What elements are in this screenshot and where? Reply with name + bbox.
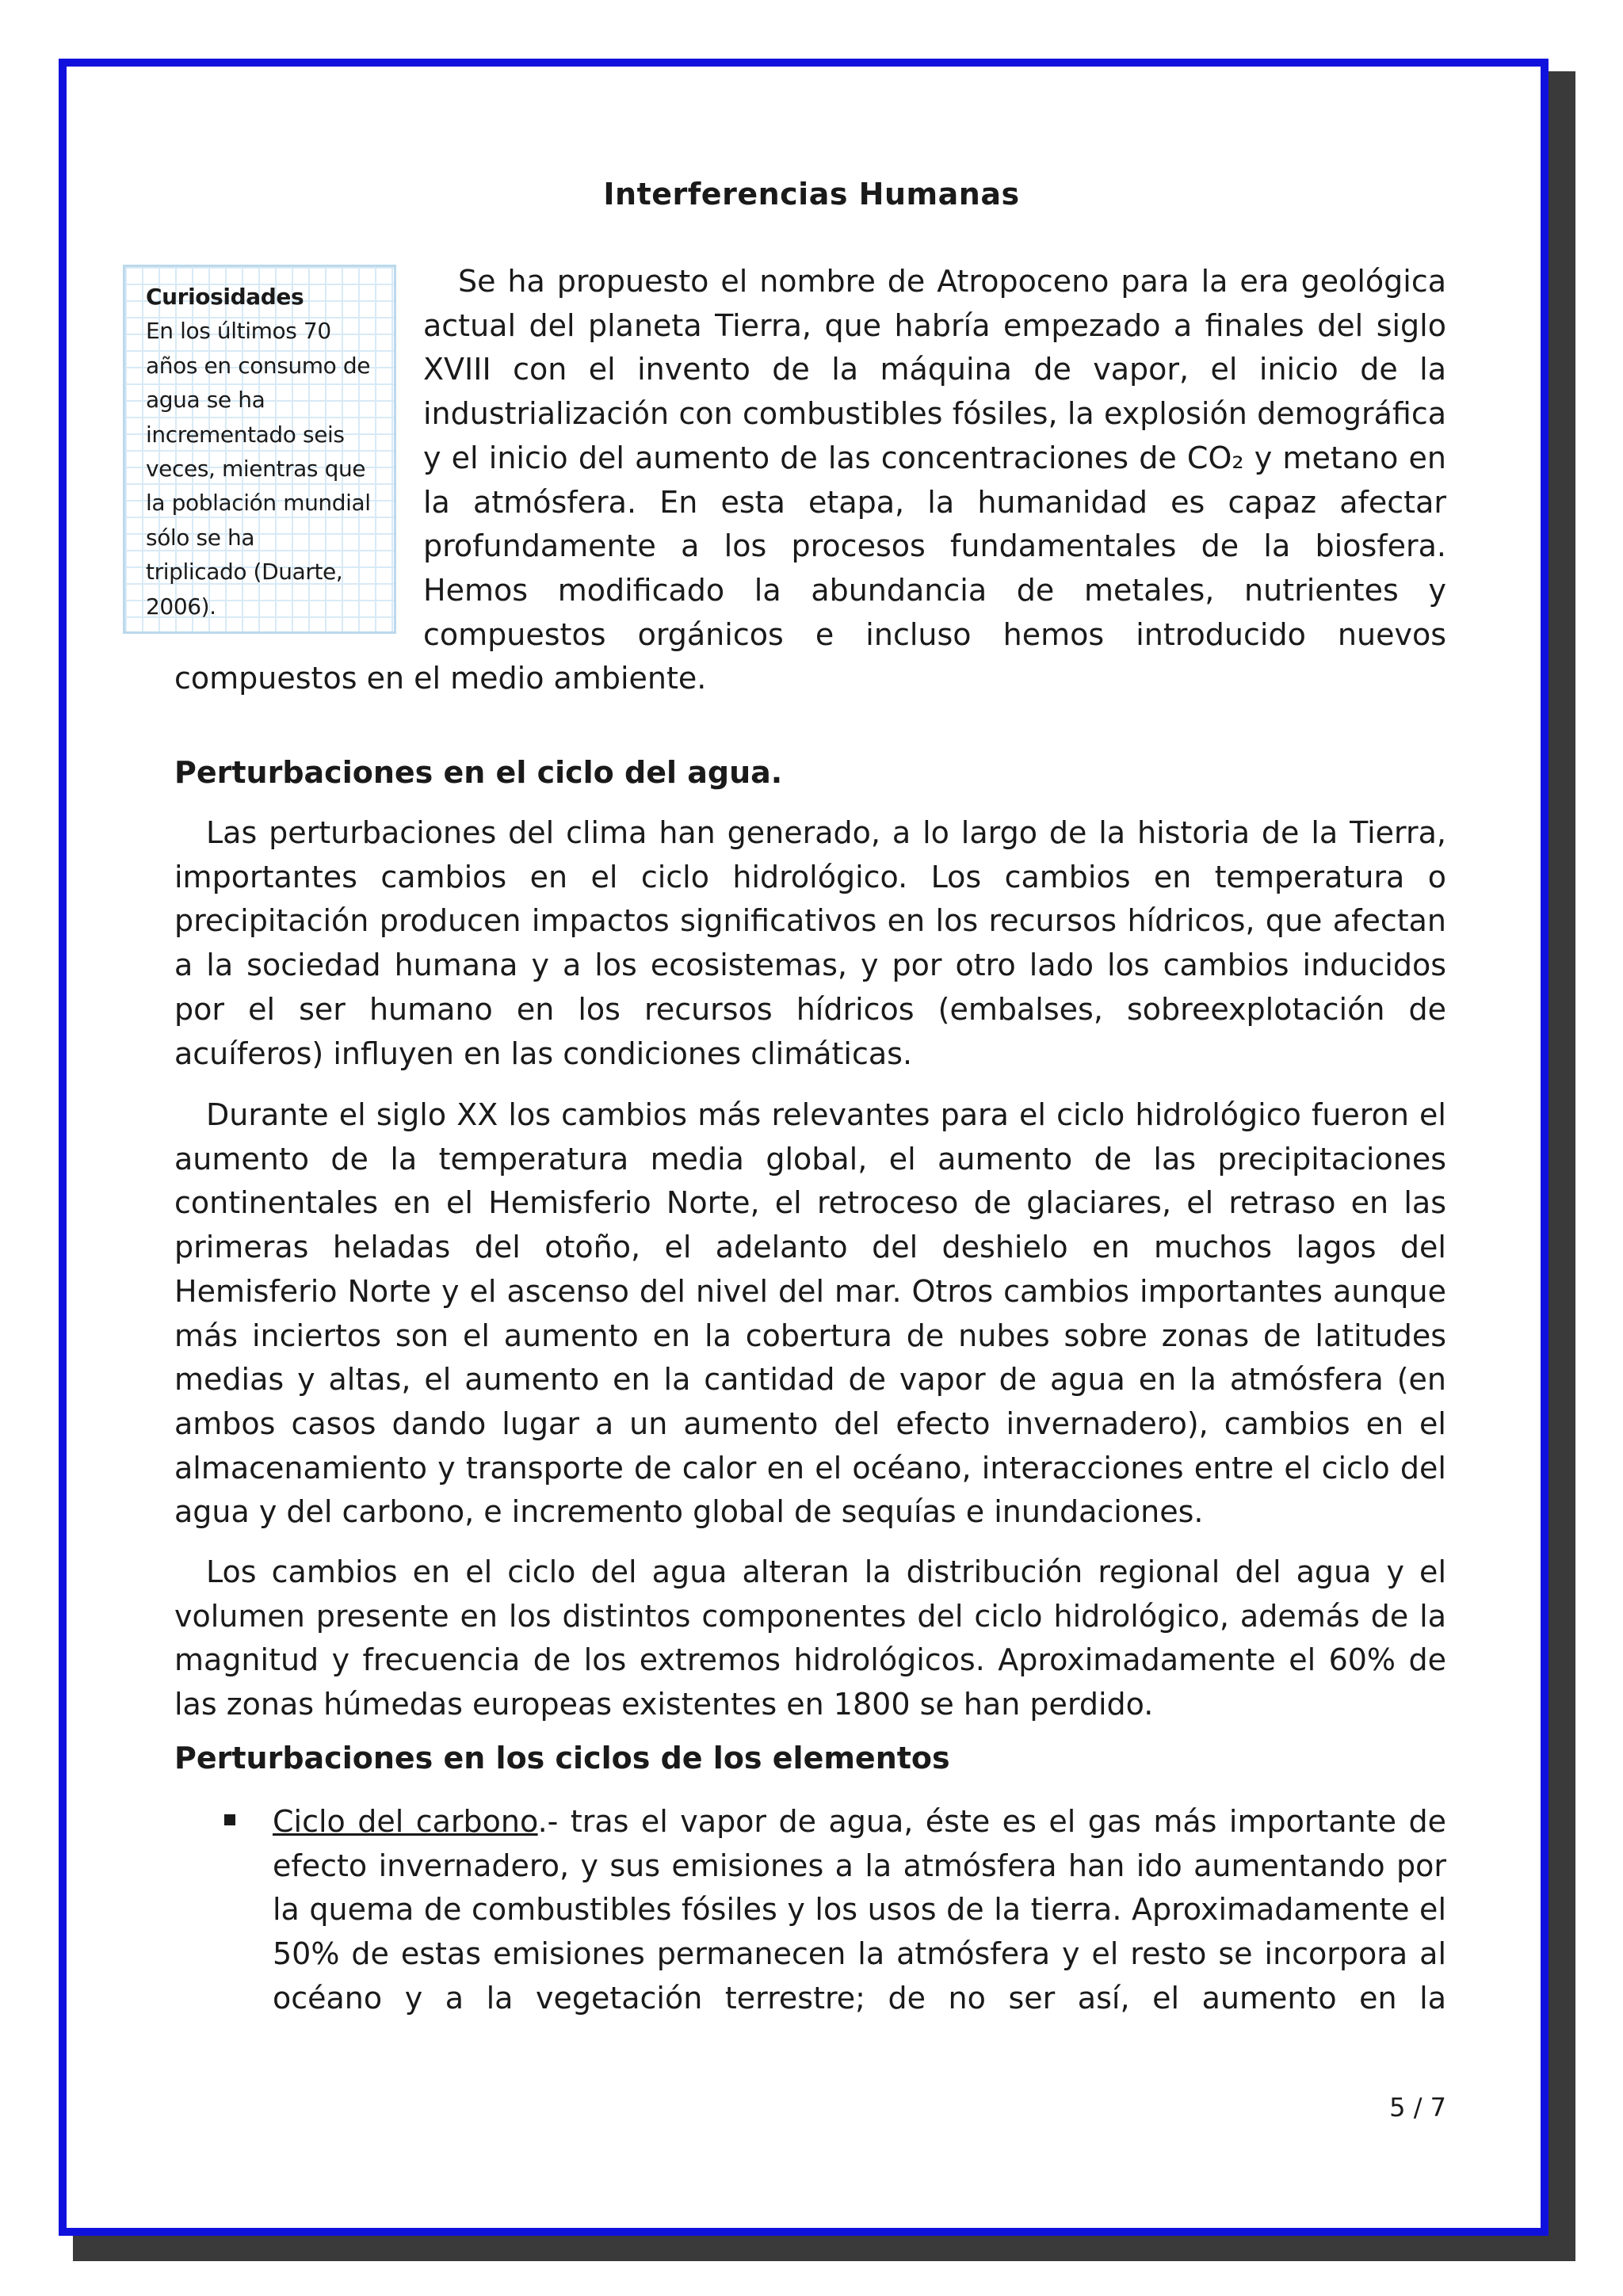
curiosidades-line: 2006). [146,593,216,620]
carbon-cycle-term: Ciclo del carbono [273,1804,538,1839]
curiosidades-line: veces, mientras que [146,456,366,482]
water-paragraph-3 [174,1550,1446,1727]
text-line: medias y altas, el aumento en la cantidad de vapor de agua en la atmósfera (en [174,1362,1446,1398]
text-line: importantes cambios en el ciclo hidrológico. Los cambios en temperatura o [174,859,1446,894]
text-line: la quema de combustibles fósiles y los usos de la tierra. Aproximadamente el [273,1892,1446,1928]
text-line: primeras heladas del otoño, el adelanto del deshielo en muchos lagos del [174,1230,1446,1265]
bullet-square-icon [224,1814,235,1825]
heading-element-cycles: Perturbaciones en los ciclos de los elementos [174,1741,950,1775]
intro-paragraph [174,260,1446,701]
text-line: Hemos modificado la abundancia de metales, nutrientes y [423,572,1446,608]
text-line: a la sociedad humana y a los ecosistemas, y por otro lado los cambios inducidos [174,948,1446,983]
text-line: Hemisferio Norte y el ascenso del nivel del mar. Otros cambios importantes aunque [174,1273,1446,1309]
text-line: Durante el siglo XX los cambios más relevantes para el ciclo hidrológico fueron el [206,1097,1446,1132]
text-line [273,1800,1446,1844]
text-line: volumen presente en los distintos componentes del ciclo hidrológico, además de la [174,1598,1446,1634]
curiosidades-line: años en consumo de [146,352,371,379]
curiosidades-line: agua se ha [146,387,265,414]
text-line: aumento de la temperatura media global, el aumento de las precipitaciones [174,1141,1446,1177]
text-line: compuestos en el medio ambiente. [174,661,707,696]
page-title: Interferencias Humanas [603,177,1020,212]
text-line: océano y a la vegetación terrestre; de no ser así, el aumento en la [273,1980,1446,2016]
text-line: XVIII con el invento de la máquina de vapor, el inicio de la [423,352,1446,387]
text-line: 50% de estas emisiones permanecen la atmósfera y el resto se incorpora al [273,1936,1446,1972]
page-number: 5 / 7 [1389,2092,1446,2122]
text-line: continentales en el Hemisferio Norte, el retroceso de glaciares, el retraso en las [174,1185,1446,1221]
text-line: profundamente a los procesos fundamentales de la biosfera. [423,528,1446,564]
water-paragraph-2 [174,1093,1446,1535]
text-line: acuíferos) influyen en las condiciones climáticas. [174,1035,913,1071]
text-line: por el ser humano en los recursos hídricos (embalses, sobreexplotación de [174,991,1446,1027]
bullet-carbon-cycle [273,1800,1446,2021]
heading-water-cycle: Perturbaciones en el ciclo del agua. [174,755,783,790]
curiosidades-line: sólo se ha [146,524,255,551]
curiosidades-line: la población mundial [146,490,371,517]
text-line: Los cambios en el ciclo del agua alteran la distribución regional del agua y el [206,1554,1446,1589]
text-fragment: .- tras el vapor de agua, éste es el gas más importante de [537,1804,1446,1839]
text-line: más inciertos son el aumento en la cobertura de nubes sobre zonas de latitudes [174,1318,1446,1353]
text-line: Se ha propuesto el nombre de Atropoceno para la era geológica [458,264,1446,299]
curiosidades-line: En los últimos 70 [146,318,331,345]
curiosidades-line: triplicado (Duarte, [146,559,343,585]
text-line: efecto invernadero, y sus emisiones a la atmósfera han ido aumentando por [273,1848,1446,1883]
text-line: ambos casos dando lugar a un aumento del efecto invernadero), cambios en el [174,1405,1446,1441]
text-line: actual del planeta Tierra, que habría empezado a finales del siglo [423,307,1446,343]
text-line: magnitud y frecuencia de los extremos hidrológicos. Aproximadamente el 60% de [174,1642,1446,1678]
curiosidades-line: incrementado seis [146,421,345,448]
text-line: precipitación producen impactos significativos en los recursos hídricos, que afectan [174,903,1446,939]
text-line: almacenamiento y transporte de calor en el océano, interacciones entre el ciclo del [174,1450,1446,1486]
text-line: agua y del carbono, e incremento global de sequías e inundaciones. [174,1494,1204,1530]
text-line: la atmósfera. En esta etapa, la humanidad es capaz afectar [423,484,1446,520]
curiosidades-title: Curiosidades [146,284,304,310]
text-line: y el inicio del aumento de las concentraciones de CO₂ y metano en [423,440,1446,475]
text-line: las zonas húmedas europeas existentes en 1800 se han perdido. [174,1687,1154,1722]
text-line: industrialización con combustibles fósiles, la explosión demográfica [423,396,1446,432]
text-line: Las perturbaciones del clima han generado, a lo largo de la historia de la Tierra, [206,815,1446,850]
text-line: compuestos orgánicos e incluso hemos introducido nuevos [423,616,1446,652]
water-paragraph-1 [174,811,1446,1076]
